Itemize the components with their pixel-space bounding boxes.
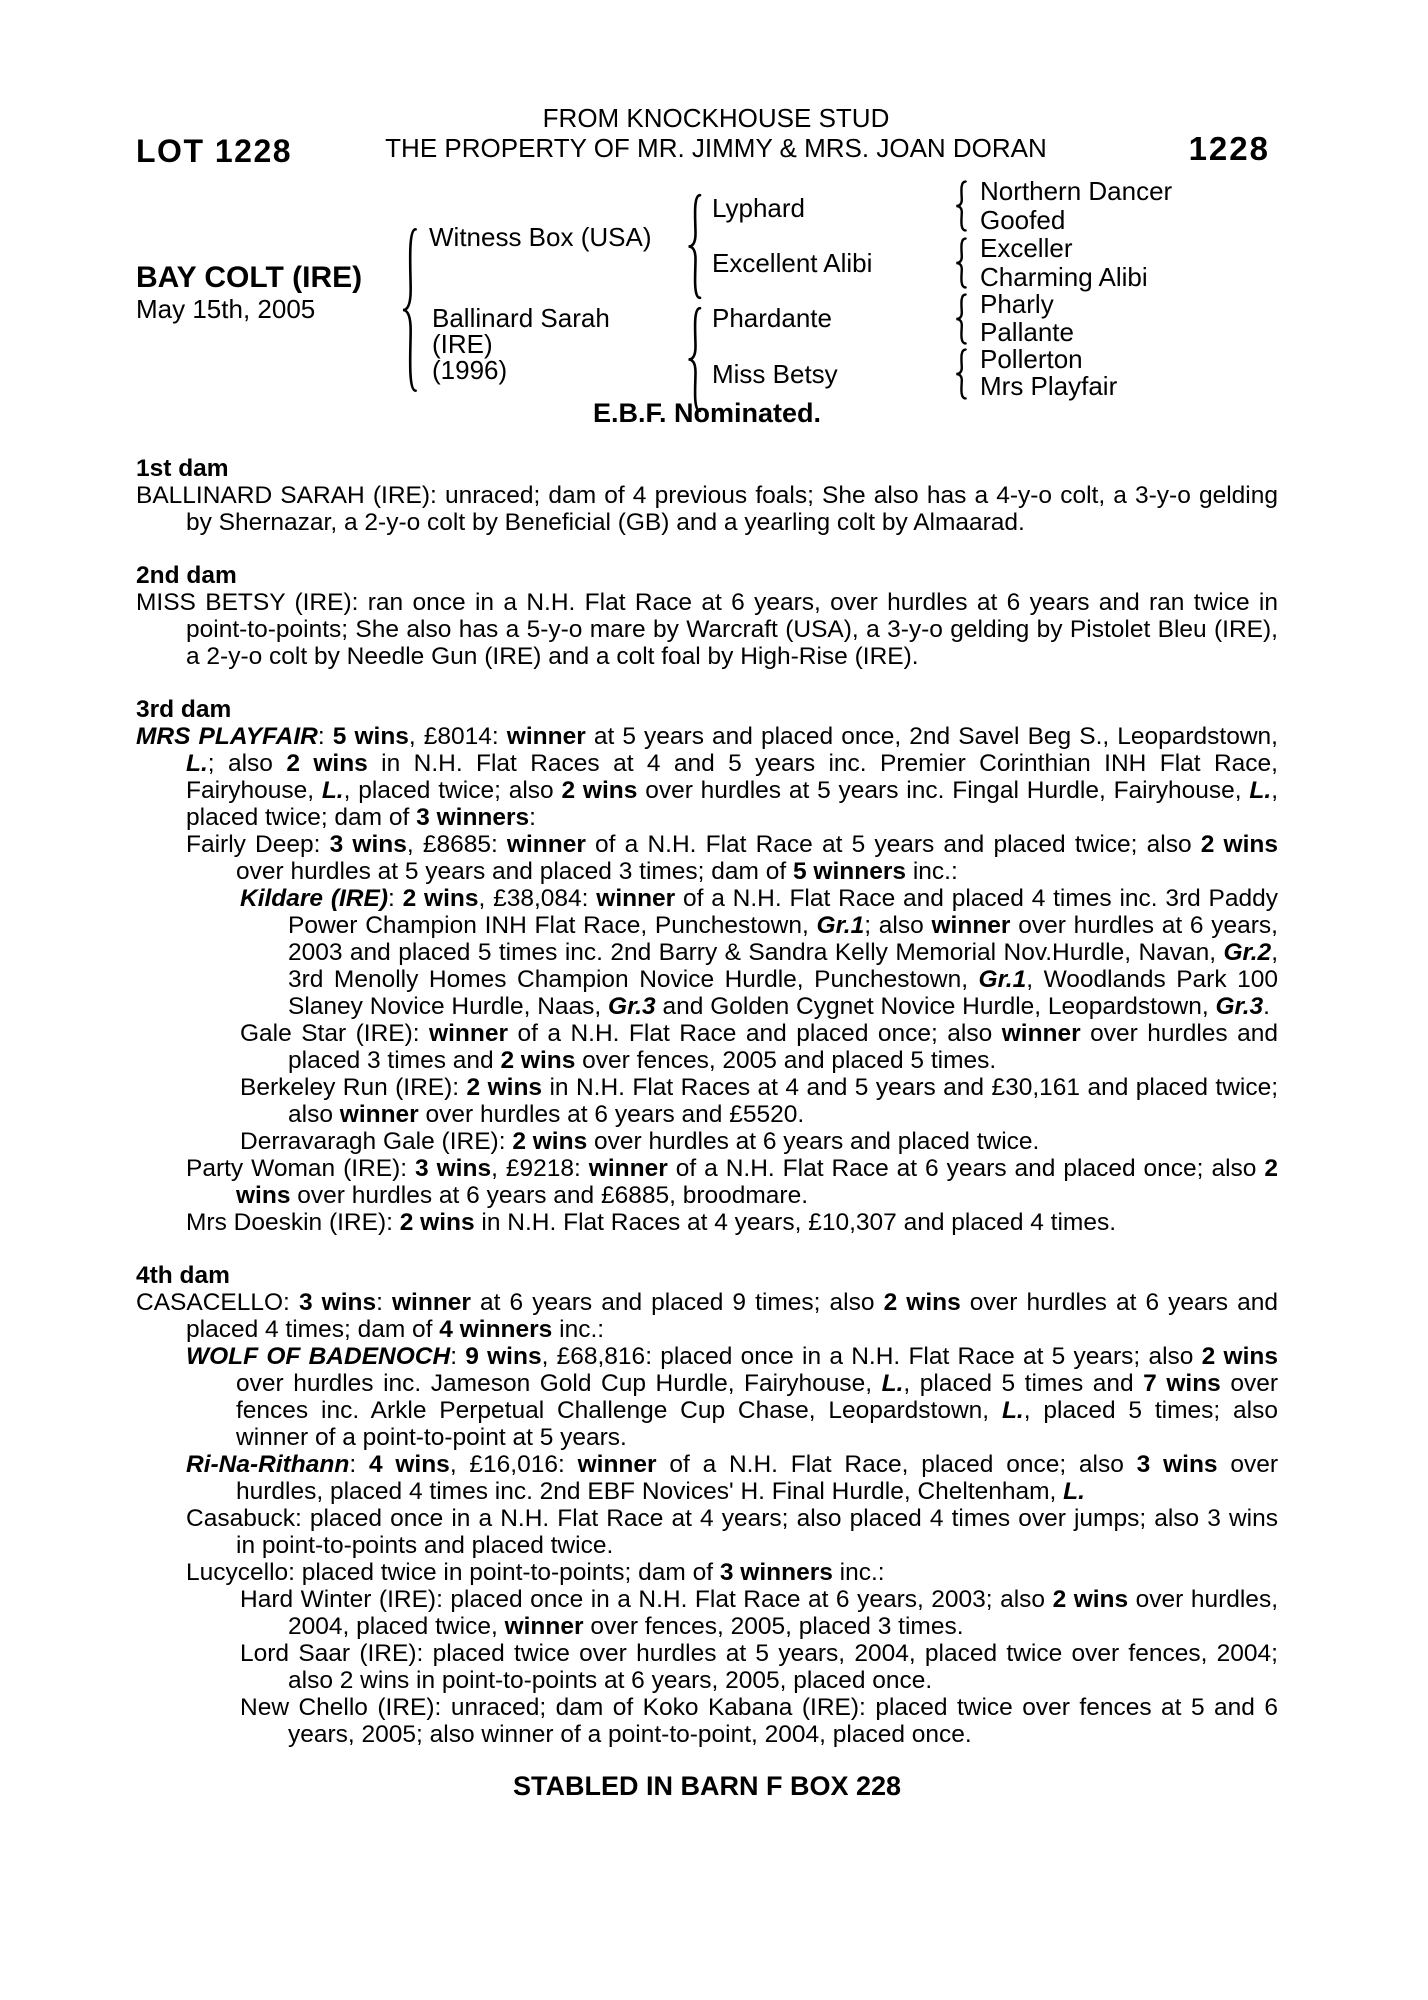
dam-name-line: Ballinard Sarah [432,303,610,333]
pedigree-paragraph: Mrs Doeskin (IRE): 2 wins in N.H. Flat Races at 4 years, £10,307 and placed 4 times. [186,1209,1117,1236]
great-grandparent-name: Pollerton [980,344,1083,374]
pedigree-paragraph: MISS BETSY (IRE): ran once in a N.H. Flat Race at 6 years, over hurdles at 6 years and ran twice in point-to-points; She also has a 5-y-o mare by Warcraft (USA), a 3-y-o gelding by Pistolet Bleu (IRE), a 2-y-o colt by Needle Gun (IRE) and a colt foal by High-Rise (IRE). [136,589,1278,670]
great-grandparent-name: Northern Dancer [980,176,1173,206]
pedigree-paragraph: Lucycello: placed twice in point-to-points; dam of 3 winners inc.: [186,1559,885,1586]
pedigree-paragraph: Derravaragh Gale (IRE): 2 wins over hurdles at 6 years and placed twice. [240,1128,1040,1155]
dam-heading: 2nd dam [136,562,237,589]
pedigree-paragraph: MRS PLAYFAIR: 5 wins, £8014: winner at 5 years and placed once, 2nd Savel Beg S., Leopardstown, L.; also 2 wins in N.H. Flat Races at 4 and 5 years inc. Premier Corinthian INH Flat Race, Fairyhouse, L., placed twice; also 2 wins over hurdles at 5 years inc. Fingal Hurdle, Fairyhouse, L., placed twice; dam of 3 winners: [136,723,1278,831]
consignor-line-1: FROM KNOCKHOUSE STUD [542,103,890,133]
brace-icon [398,226,420,394]
lot-number: 1228 [1188,130,1270,167]
great-grandparent-name: Exceller [980,233,1073,263]
pedigree-paragraph: New Chello (IRE): unraced; dam of Koko Kabana (IRE): placed twice over fences at 5 and 6 years, 2005; also winner of a point-to-point, 2004, placed once. [240,1694,1278,1748]
pedigree-paragraph: Fairly Deep: 3 wins, £8685: winner of a N.H. Flat Race at 5 years and placed twice; also 2 wins over hurdles at 5 years and placed 3 times; dam of 5 winners inc.: [186,831,1278,885]
brace-icon [952,293,969,345]
pedigree-tree [0,0,1428,440]
pedigree-paragraph: Casabuck: placed once in a N.H. Flat Race at 4 years; also placed 4 times over jumps; also 3 wins in point-to-points and placed twice. [186,1505,1278,1559]
brace-icon [952,348,969,400]
lot-label: LOT 1228 [136,133,293,169]
dam-name [432,305,610,383]
dam-heading: 3rd dam [136,696,232,723]
stabled-note: STABLED IN BARN F BOX 228 [512,1771,902,1801]
dam-name-line: (IRE) [432,329,493,359]
dam-name-line: (1996) [432,355,508,385]
pedigree-paragraph: Hard Winter (IRE): placed once in a N.H. Flat Race at 6 years, 2003; also 2 wins over hurdles, 2004, placed twice, winner over fences, 2005, placed 3 times. [240,1586,1278,1640]
subject-name: BAY COLT (IRE) [136,261,363,294]
pedigree-paragraph: Ri-Na-Rithann: 4 wins, £16,016: winner of a N.H. Flat Race, placed once; also 3 wins over hurdles, placed 4 times inc. 2nd EBF Novices' H. Final Hurdle, Cheltenham, L. [186,1451,1278,1505]
subject-foaling-date: May 15th, 2005 [136,294,316,324]
granddam-name: Miss Betsy [712,359,838,389]
pedigree-paragraph: Party Woman (IRE): 3 wins, £9218: winner of a N.H. Flat Race at 6 years and placed once; also 2 wins over hurdles at 6 years and £6885, broodmare. [186,1155,1279,1209]
pedigree-paragraph: CASACELLO: 3 wins: winner at 6 years and placed 9 times; also 2 wins over hurdles at 6 years and placed 4 times; dam of 4 winners inc.: [136,1289,1279,1343]
pedigree-paragraph: Lord Saar (IRE): placed twice over hurdles at 5 years, 2004, placed twice over fences, 2004; also 2 wins in point-to-points at 6 years, 2005, placed once. [240,1640,1278,1694]
pedigree-paragraph: Berkeley Run (IRE): 2 wins in N.H. Flat Races at 4 and 5 years and £30,161 and placed twice; also winner over hurdles at 6 years and £5520. [240,1074,1279,1128]
brace-icon [684,306,704,413]
pedigree-paragraph: BALLINARD SARAH (IRE): unraced; dam of 4 previous foals; She also has a 4-y-o colt, a 3-y-o gelding by Shernazar, a 2-y-o colt by Beneficial (GB) and a yearling colt by Almaarad. [136,482,1278,536]
sections-container [136,455,1278,1748]
catalogue-body [136,455,1278,1800]
great-grandparent-name: Charming Alibi [980,262,1148,292]
granddam-name: Excellent Alibi [712,248,873,278]
brace-icon [952,237,969,289]
great-grandparent-name: Pallante [980,317,1074,347]
consignor-line-2: THE PROPERTY OF MR. JIMMY & MRS. JOAN DORAN [385,133,1047,163]
great-grandparent-name: Goofed [980,205,1066,235]
grandsire-name: Lyphard [712,193,805,223]
ebf-nominated-note: E.B.F. Nominated. [592,398,822,428]
brace-icon [952,180,969,232]
sire-name: Witness Box (USA) [429,222,652,252]
great-grandparent-name: Pharly [980,289,1054,319]
grandsire-name: Phardante [712,303,832,333]
great-grandparent-name: Mrs Playfair [980,371,1118,401]
pedigree-paragraph: Kildare (IRE): 2 wins, £38,084: winner of a N.H. Flat Race and placed 4 times inc. 3rd Paddy Power Champion INH Flat Race, Punchestown, Gr.1; also winner over hurdles at 6 years, 2003 and placed 5 times inc. 2nd Barry & Sandra Kelly Memorial Nov.Hurdle, Navan, Gr.2, 3rd Menolly Homes Champion Novice Hurdle, Punchestown, Gr.1, Woodlands Park 100 Slaney Novice Hurdle, Naas, Gr.3 and Golden Cygnet Novice Hurdle, Leopardstown, Gr.3. [240,885,1279,1020]
dam-heading: 4th dam [136,1262,230,1289]
pedigree-paragraph: Gale Star (IRE): winner of a N.H. Flat Race and placed once; also winner over hurdles and placed 3 times and 2 wins over fences, 2005 and placed 5 times. [240,1020,1278,1074]
brace-icon [684,193,704,300]
dam-heading: 1st dam [136,455,229,482]
pedigree-paragraph: WOLF OF BADENOCH: 9 wins, £68,816: placed once in a N.H. Flat Race at 5 years; also 2 wins over hurdles inc. Jameson Gold Cup Hurdle, Fairyhouse, L., placed 5 times and 7 wins over fences inc. Arkle Perpetual Challenge Cup Chase, Leopardstown, L., placed 5 times; also winner of a point-to-point at 5 years. [186,1343,1279,1451]
